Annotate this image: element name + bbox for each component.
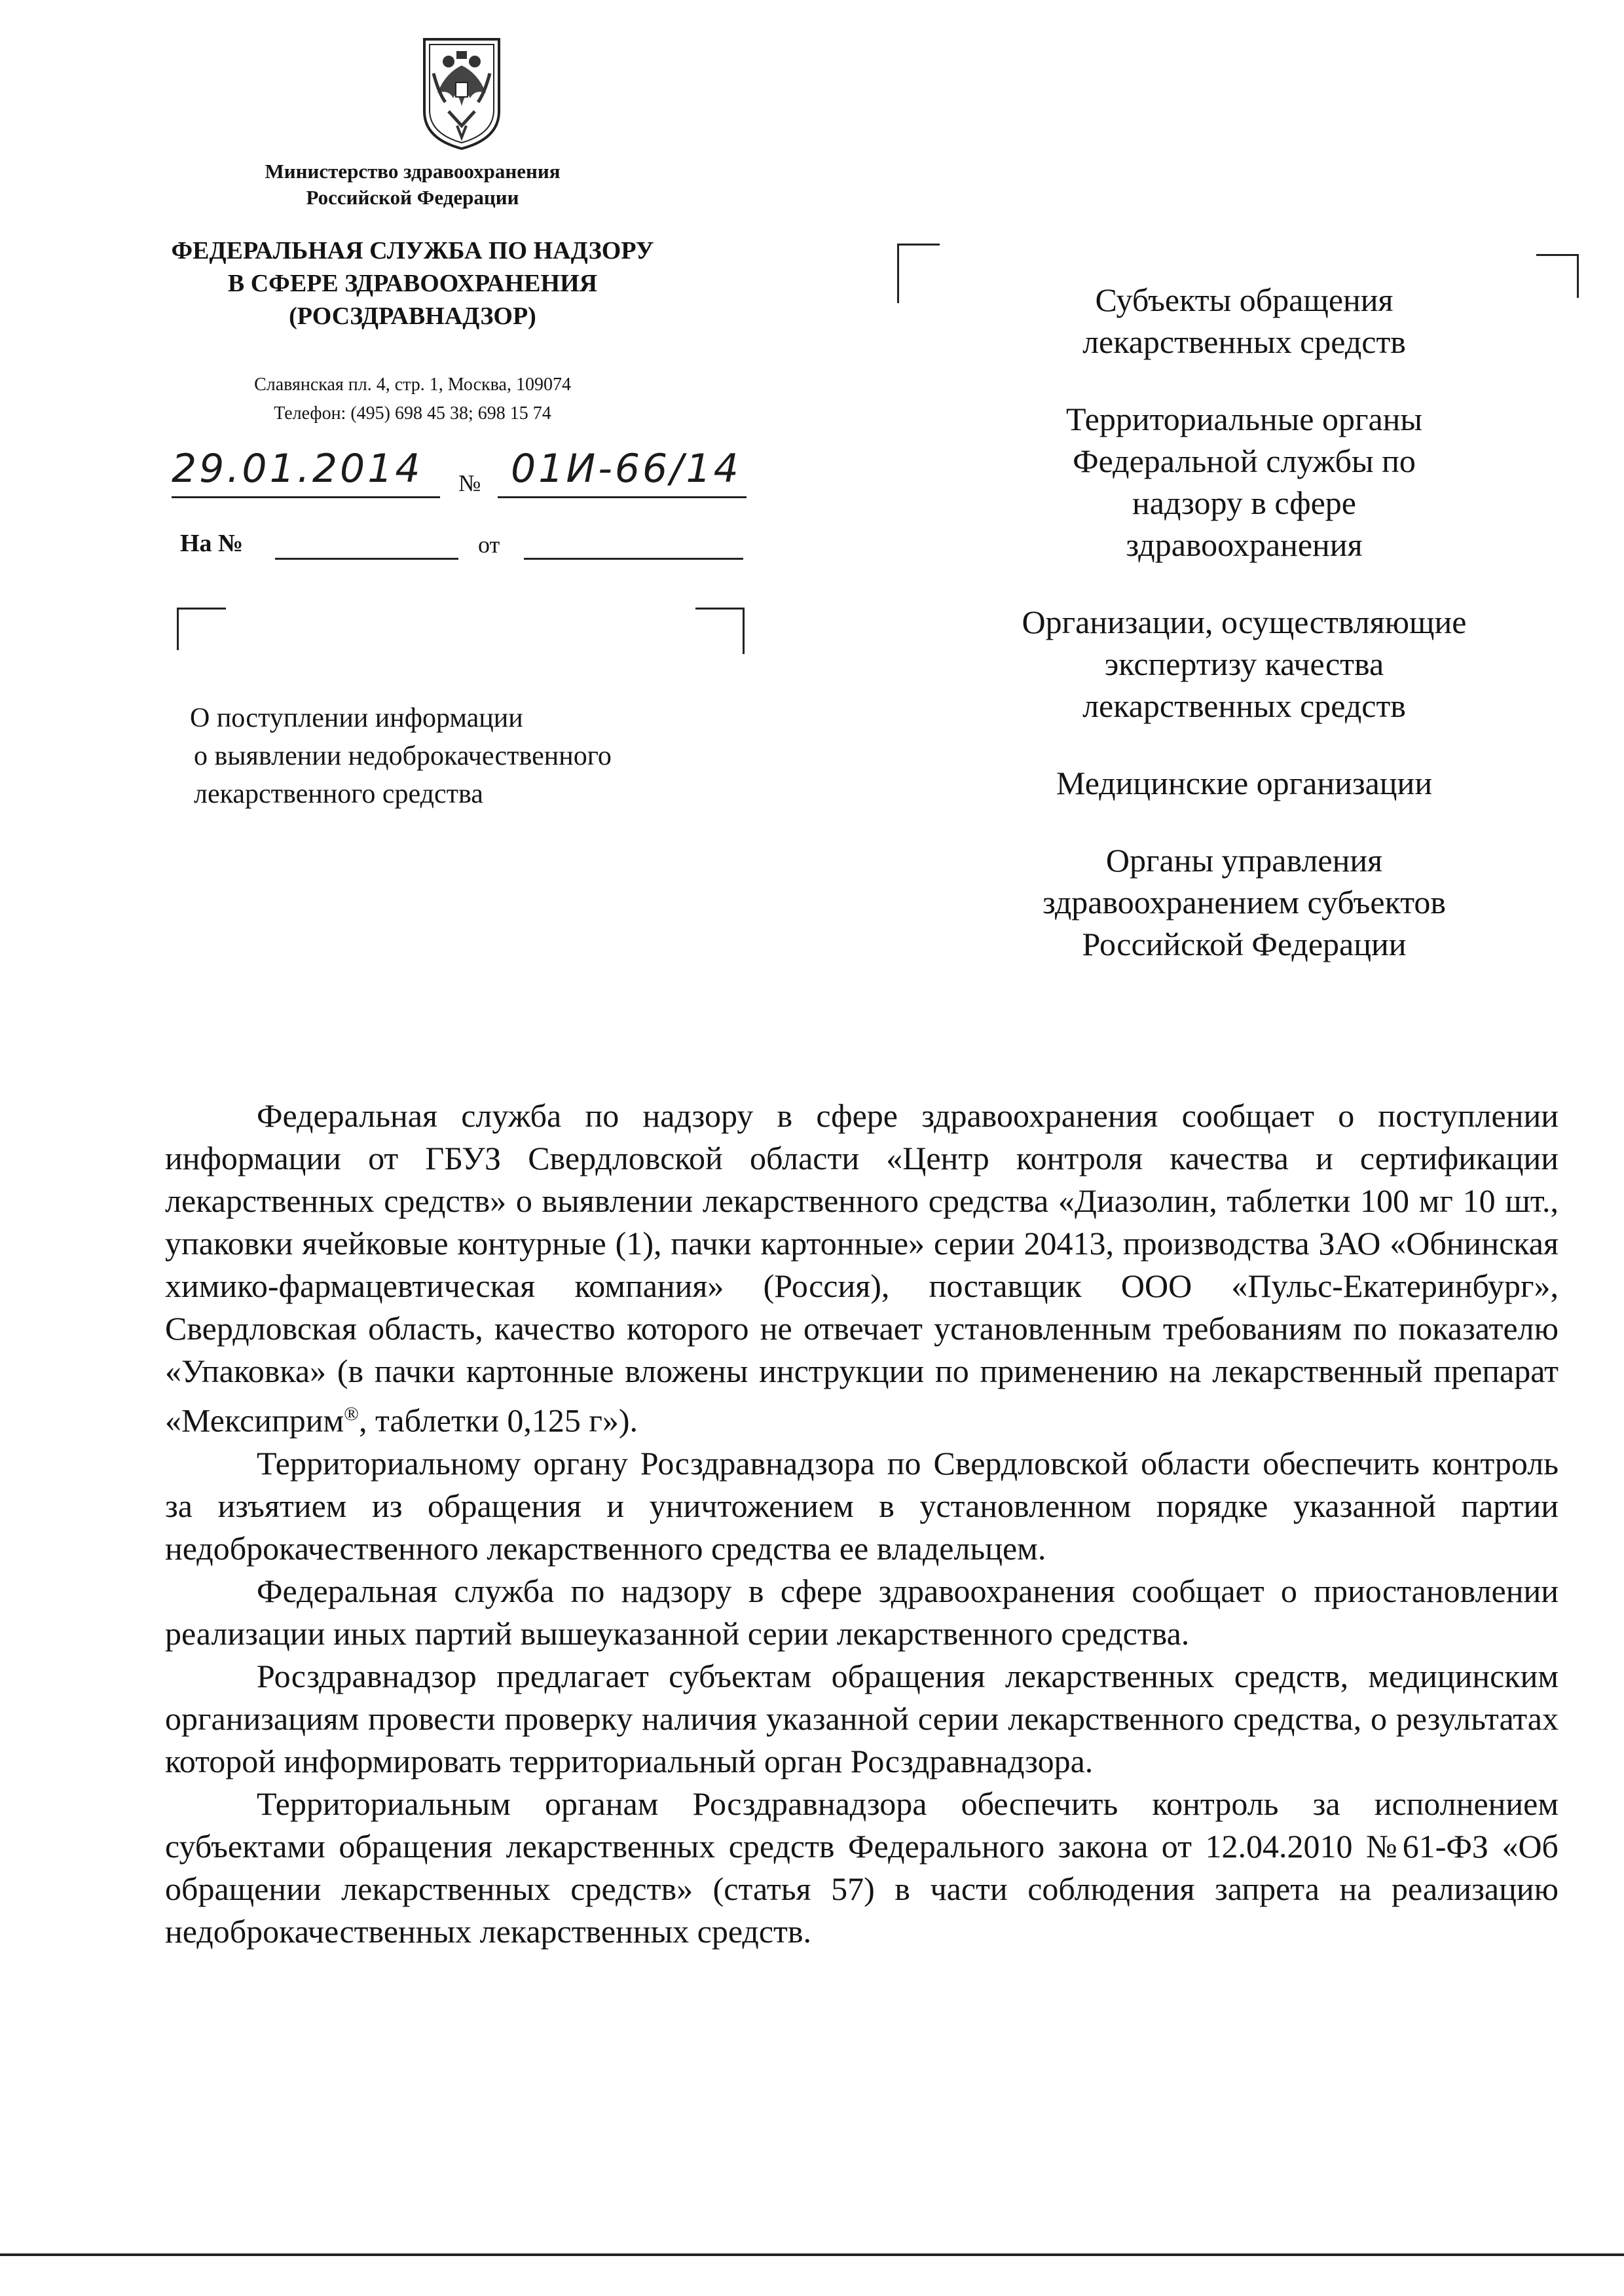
addressee-line: Органы управления: [1105, 842, 1383, 879]
reply-from-label: от: [478, 532, 500, 558]
address: Славянская пл. 4, стр. 1, Москва, 109074: [254, 374, 571, 395]
service-line-3: (РОСЗДРАВНАДЗОР): [289, 302, 536, 330]
contact-block: [164, 371, 661, 428]
subject-line-3: лекарственного средства: [194, 779, 483, 809]
service-line-2: В СФЕРЕ ЗДРАВООХРАНЕНИЯ: [227, 270, 598, 297]
body-paragraph-4: Росздравнадзор предлагает субъектам обращения лекарственных средств, медицинским организациям провести проверку наличия указанной серии лекарственного средства, о результатах которой информировать территориальный орган Росздравнадзора.: [165, 1657, 1559, 1779]
footer-rule: [0, 2253, 1624, 2256]
document-number: 01И-66/14: [511, 446, 741, 492]
subject-corner-left: [177, 608, 226, 650]
body-paragraph-1: [165, 1095, 1559, 1442]
addressee-group-1: [930, 279, 1559, 363]
service-line-1: ФЕДЕРАЛЬНАЯ СЛУЖБА ПО НАДЗОРУ: [171, 237, 654, 264]
body-paragraph-1-end: , таблетки 0,125 г»).: [358, 1402, 638, 1439]
body-paragraph-1-text: Федеральная служба по надзору в сфере здравоохранения сообщает о поступлении информации от ГБУЗ Свердловской области «Центр контроля качества и сертификации лекарственных средств» о выявлении лекарственного средства «Диазолин, таблетки 100 мг 10 шт., упаковки ячейковые контурные (1), пачки картонные» серии 20413, производства ЗАО «Обнинская химико-фармацевтическая компания» (Россия), поставщик ООО «Пульс-Екатеринбург», Свердловская область, качество которого не отвечает установленным требованиям по показателю «Упаковка» (в пачки картонные вложены инструкции по применению на лекарственный препарат «Мексиприм: [165, 1097, 1559, 1439]
addressee-line: Медицинские организации: [1056, 765, 1433, 801]
addressee-line: Территориальные органы: [1065, 401, 1423, 437]
ministry-line-1: Министерство здравоохранения: [265, 160, 561, 183]
subject-line-1: О поступлении информации: [190, 703, 523, 733]
addressee-line: Организации, осуществляющие: [1022, 604, 1467, 640]
number-sign: №: [458, 470, 481, 496]
addressee-line: Субъекты обращения: [1095, 282, 1393, 318]
addressee-line: Российской Федерации: [1082, 926, 1407, 962]
addressee-group-2: [930, 398, 1559, 566]
addressee-line: надзору в сфере: [1132, 484, 1356, 521]
document-date: 29.01.2014: [172, 446, 423, 492]
addressee-group-4: [930, 762, 1559, 804]
body-paragraph-2: Территориальному органу Росздравнадзора по Свердловской области обеспечить контроль за изъятием из обращения и уничтожением в установленном порядке указанной партии недоброкачественного лекарственного средства ее владельцем.: [165, 1444, 1559, 1567]
body-paragraph-3: Федеральная служба по надзору в сфере здравоохранения сообщает о приостановлении реализации иных партий вышеуказанной серии лекарственного средства.: [165, 1572, 1559, 1652]
coat-of-arms-emblem: [419, 34, 504, 152]
number-underline: [498, 496, 747, 498]
addressee-line: Федеральной службы по: [1073, 443, 1416, 479]
date-underline: [172, 496, 440, 498]
phone: Телефон: (495) 698 45 38; 698 15 74: [274, 403, 551, 424]
addressee-line: лекарственных средств: [1082, 323, 1406, 360]
reply-number-blank: [275, 558, 458, 560]
addressee-group-5: [930, 839, 1559, 965]
letter-body: [165, 1095, 1559, 1953]
addressee-line: экспертизу качества: [1104, 646, 1384, 682]
subject-line-2: о выявлении недоброкачественного: [194, 741, 612, 771]
letter-subject: [190, 699, 779, 813]
addressee-list: [930, 279, 1559, 965]
reply-from-blank: [524, 558, 743, 560]
body-paragraph-5: Территориальным органам Росздравнадзора обеспечить контроль за исполнением субъектами обращения лекарственных средств Федерального закона от 12.04.2010 №61-ФЗ «Об обращении лекарственных средств» (статья 57) в части соблюдения запрета на реализацию недоброкачественных лекарственных средств.: [165, 1785, 1559, 1950]
addressee-line: здравоохранением субъектов: [1042, 884, 1447, 920]
registered-mark: ®: [344, 1403, 359, 1425]
subject-corner-right: [695, 608, 745, 654]
ministry-name: [164, 158, 661, 211]
addressee-line: лекарственных средств: [1082, 687, 1406, 724]
service-name: [118, 234, 707, 333]
addressee-group-3: [930, 601, 1559, 727]
reply-number-label: На №: [180, 530, 244, 557]
ministry-line-2: Российской Федерации: [306, 186, 519, 209]
addressee-line: здравоохранения: [1126, 526, 1363, 563]
